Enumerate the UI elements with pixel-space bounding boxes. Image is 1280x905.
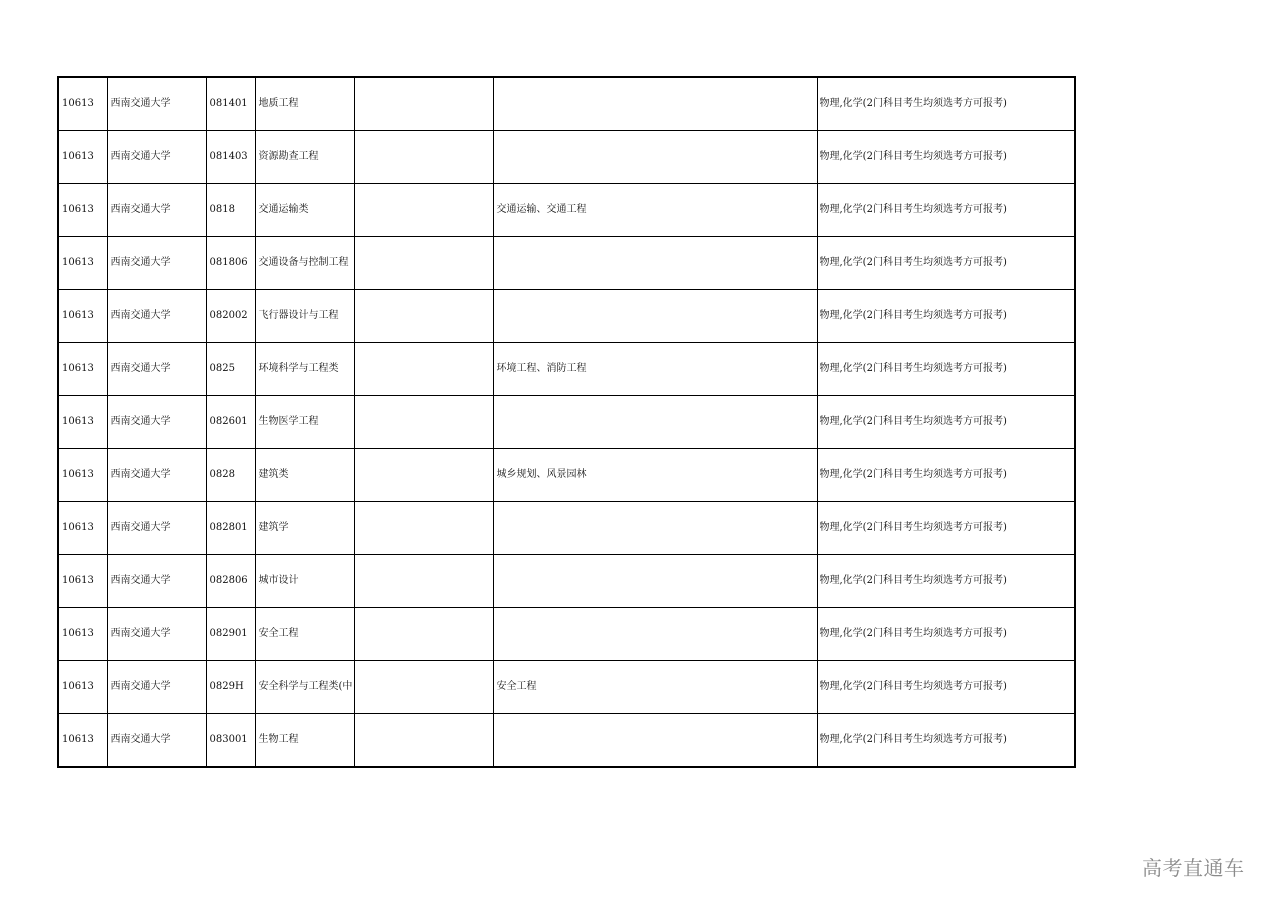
school-code-cell: 10613 (58, 131, 107, 184)
major-name-cell: 资源勘查工程 (255, 131, 354, 184)
major-code-cell: 0825 (206, 343, 255, 396)
empty-cell (354, 290, 493, 343)
school-code-cell: 10613 (58, 343, 107, 396)
table-row (58, 555, 1075, 608)
school-name-cell: 西南交通大学 (107, 184, 206, 237)
subject-requirement-cell: 物理,化学(2门科目考生均须选考方可报考) (817, 343, 1075, 396)
table-row (58, 131, 1075, 184)
included-majors-cell: 城乡规划、风景园林 (493, 449, 817, 502)
empty-cell (354, 555, 493, 608)
major-name-cell: 安全科学与工程类(中 (255, 661, 354, 714)
table-row (58, 502, 1075, 555)
subject-requirement-cell: 物理,化学(2门科目考生均须选考方可报考) (817, 396, 1075, 449)
major-name-cell: 生物医学工程 (255, 396, 354, 449)
school-code-cell: 10613 (58, 237, 107, 290)
school-code-cell: 10613 (58, 502, 107, 555)
school-name-cell: 西南交通大学 (107, 237, 206, 290)
table-body (58, 77, 1075, 767)
major-name-cell: 交通运输类 (255, 184, 354, 237)
major-code-cell: 082901 (206, 608, 255, 661)
subject-requirement-cell: 物理,化学(2门科目考生均须选考方可报考) (817, 661, 1075, 714)
major-name-cell: 安全工程 (255, 608, 354, 661)
included-majors-cell: 交通运输、交通工程 (493, 184, 817, 237)
major-code-cell: 081806 (206, 237, 255, 290)
empty-cell (354, 184, 493, 237)
empty-cell (354, 396, 493, 449)
major-code-cell: 081401 (206, 77, 255, 131)
subject-requirement-cell: 物理,化学(2门科目考生均须选考方可报考) (817, 449, 1075, 502)
empty-cell (354, 661, 493, 714)
included-majors-cell (493, 237, 817, 290)
major-name-cell: 生物工程 (255, 714, 354, 768)
table-row (58, 714, 1075, 768)
subject-requirement-cell: 物理,化学(2门科目考生均须选考方可报考) (817, 714, 1075, 768)
included-majors-cell (493, 608, 817, 661)
empty-cell (354, 714, 493, 768)
major-code-cell: 082801 (206, 502, 255, 555)
major-name-cell: 地质工程 (255, 77, 354, 131)
table-row (58, 184, 1075, 237)
major-name-cell: 飞行器设计与工程 (255, 290, 354, 343)
school-name-cell: 西南交通大学 (107, 608, 206, 661)
table-row (58, 661, 1075, 714)
included-majors-cell (493, 290, 817, 343)
major-name-cell: 建筑类 (255, 449, 354, 502)
school-name-cell: 西南交通大学 (107, 555, 206, 608)
major-code-cell: 0829H (206, 661, 255, 714)
school-name-cell: 西南交通大学 (107, 77, 206, 131)
table-row (58, 343, 1075, 396)
empty-cell (354, 77, 493, 131)
included-majors-cell (493, 555, 817, 608)
subject-requirement-cell: 物理,化学(2门科目考生均须选考方可报考) (817, 184, 1075, 237)
school-code-cell: 10613 (58, 290, 107, 343)
school-name-cell: 西南交通大学 (107, 449, 206, 502)
table-row (58, 608, 1075, 661)
school-name-cell: 西南交通大学 (107, 502, 206, 555)
empty-cell (354, 343, 493, 396)
admission-requirements-table (57, 76, 1076, 768)
subject-requirement-cell: 物理,化学(2门科目考生均须选考方可报考) (817, 131, 1075, 184)
subject-requirement-cell: 物理,化学(2门科目考生均须选考方可报考) (817, 237, 1075, 290)
school-code-cell: 10613 (58, 77, 107, 131)
major-name-cell: 环境科学与工程类 (255, 343, 354, 396)
included-majors-cell (493, 502, 817, 555)
school-code-cell: 10613 (58, 449, 107, 502)
watermark-text: 高考直通车 (1142, 856, 1245, 880)
empty-cell (354, 449, 493, 502)
school-code-cell: 10613 (58, 396, 107, 449)
school-code-cell: 10613 (58, 661, 107, 714)
major-name-cell: 交通设备与控制工程 (255, 237, 354, 290)
table-row (58, 449, 1075, 502)
major-code-cell: 0828 (206, 449, 255, 502)
major-name-cell: 城市设计 (255, 555, 354, 608)
school-code-cell: 10613 (58, 184, 107, 237)
school-name-cell: 西南交通大学 (107, 131, 206, 184)
school-name-cell: 西南交通大学 (107, 661, 206, 714)
subject-requirement-cell: 物理,化学(2门科目考生均须选考方可报考) (817, 555, 1075, 608)
included-majors-cell (493, 396, 817, 449)
empty-cell (354, 237, 493, 290)
included-majors-cell (493, 77, 817, 131)
major-code-cell: 082002 (206, 290, 255, 343)
school-name-cell: 西南交通大学 (107, 290, 206, 343)
empty-cell (354, 502, 493, 555)
table-row (58, 237, 1075, 290)
school-name-cell: 西南交通大学 (107, 343, 206, 396)
table-row (58, 396, 1075, 449)
major-code-cell: 082601 (206, 396, 255, 449)
included-majors-cell: 环境工程、消防工程 (493, 343, 817, 396)
school-name-cell: 西南交通大学 (107, 714, 206, 768)
school-code-cell: 10613 (58, 608, 107, 661)
major-code-cell: 081403 (206, 131, 255, 184)
subject-requirement-cell: 物理,化学(2门科目考生均须选考方可报考) (817, 77, 1075, 131)
school-name-cell: 西南交通大学 (107, 396, 206, 449)
school-code-cell: 10613 (58, 555, 107, 608)
included-majors-cell (493, 714, 817, 768)
included-majors-cell (493, 131, 817, 184)
subject-requirement-cell: 物理,化学(2门科目考生均须选考方可报考) (817, 502, 1075, 555)
subject-requirement-cell: 物理,化学(2门科目考生均须选考方可报考) (817, 608, 1075, 661)
empty-cell (354, 608, 493, 661)
table-row (58, 290, 1075, 343)
major-code-cell: 082806 (206, 555, 255, 608)
major-code-cell: 083001 (206, 714, 255, 768)
major-name-cell: 建筑学 (255, 502, 354, 555)
included-majors-cell: 安全工程 (493, 661, 817, 714)
major-code-cell: 0818 (206, 184, 255, 237)
school-code-cell: 10613 (58, 714, 107, 768)
table-row (58, 77, 1075, 131)
subject-requirement-cell: 物理,化学(2门科目考生均须选考方可报考) (817, 290, 1075, 343)
empty-cell (354, 131, 493, 184)
